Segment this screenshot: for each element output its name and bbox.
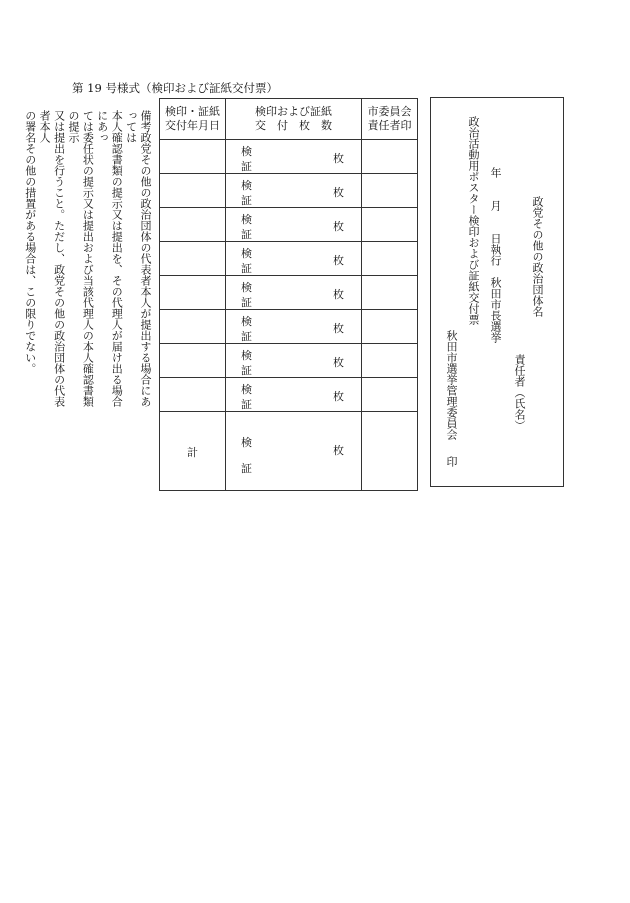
- ticket-title: 政治活動用ポスター検印および証紙交付票: [467, 116, 480, 325]
- seal-cell: [362, 276, 418, 310]
- table-total-row: [160, 412, 418, 491]
- table-row: [160, 344, 418, 378]
- seal-cell: [362, 378, 418, 412]
- seal-cell: [362, 242, 418, 276]
- header-issue-count: 検印および証紙 交 付 枚 数: [226, 99, 362, 140]
- remarks-line-2: 本人確認書類の提示又は提出を、その代理人が届け出る場合にあっ: [95, 110, 124, 407]
- total-count-cell: 検 証 枚: [226, 412, 362, 491]
- header-responsible-seal: 市委員会 責任者印: [362, 99, 418, 140]
- remarks-line-4: 又は提出を行うこと。ただし、政党その他の政治団体の代表者本人: [38, 110, 66, 407]
- table-header-row: [160, 99, 418, 140]
- count-cell: 検 証 枚: [226, 310, 362, 344]
- seal-cell: [362, 208, 418, 242]
- table-row: [160, 174, 418, 208]
- seal-cell: [362, 174, 418, 208]
- party-name-label: 政党その他の政治団体名: [531, 196, 544, 317]
- date-cell: [160, 310, 226, 344]
- responsible-person-label: 責任者（氏名）: [513, 354, 526, 431]
- table-row: [160, 140, 418, 174]
- seal-cell: [362, 310, 418, 344]
- election-date-text: 年 月 日執行 秋田市長選挙: [489, 167, 502, 343]
- date-cell: [160, 276, 226, 310]
- remarks-line-1: [123, 110, 152, 410]
- table-row: [160, 208, 418, 242]
- table-row: [160, 242, 418, 276]
- count-cell: 検 証 枚: [226, 174, 362, 208]
- date-cell: [160, 378, 226, 412]
- count-cell: 検 証 枚: [226, 276, 362, 310]
- total-seal-cell: [362, 412, 418, 491]
- count-cell: 検 証 枚: [226, 140, 362, 174]
- stamp-issue-table: [159, 98, 418, 491]
- count-cell: 検 証 枚: [226, 378, 362, 412]
- date-cell: [160, 242, 226, 276]
- issue-ticket: [430, 97, 564, 487]
- count-cell: 検 証 枚: [226, 242, 362, 276]
- seal-cell: [362, 344, 418, 378]
- header-issue-date: 検印・証紙 交付年月日: [160, 99, 226, 140]
- remarks: [23, 110, 152, 410]
- date-cell: [160, 174, 226, 208]
- total-label: 計: [187, 446, 198, 459]
- table-row: [160, 310, 418, 344]
- count-cell: 検 証 枚: [226, 344, 362, 378]
- remarks-line-3: ては委任状の提示又は提出および当該代理人の本人確認書類の提示: [66, 110, 95, 407]
- remarks-label: 備考: [139, 110, 152, 132]
- remarks-line-1-text: 政党その他の政治団体の代表者本人が提出する場合にあっては: [124, 110, 152, 407]
- date-cell: [160, 208, 226, 242]
- form-title: 第 19 号様式（検印および証紙交付票）: [72, 81, 278, 95]
- date-cell: [160, 344, 226, 378]
- committee-name: 秋田市選挙管理委員会: [445, 330, 458, 440]
- seal-cell: [362, 140, 418, 174]
- remarks-line-5: の署名その他の措置がある場合は、この限りでない。: [23, 110, 37, 374]
- committee-seal-mark: 印: [445, 456, 458, 467]
- table-row: [160, 276, 418, 310]
- date-cell: [160, 140, 226, 174]
- table-row: [160, 378, 418, 412]
- total-label-cell: [160, 412, 226, 491]
- count-cell: 検 証 枚: [226, 208, 362, 242]
